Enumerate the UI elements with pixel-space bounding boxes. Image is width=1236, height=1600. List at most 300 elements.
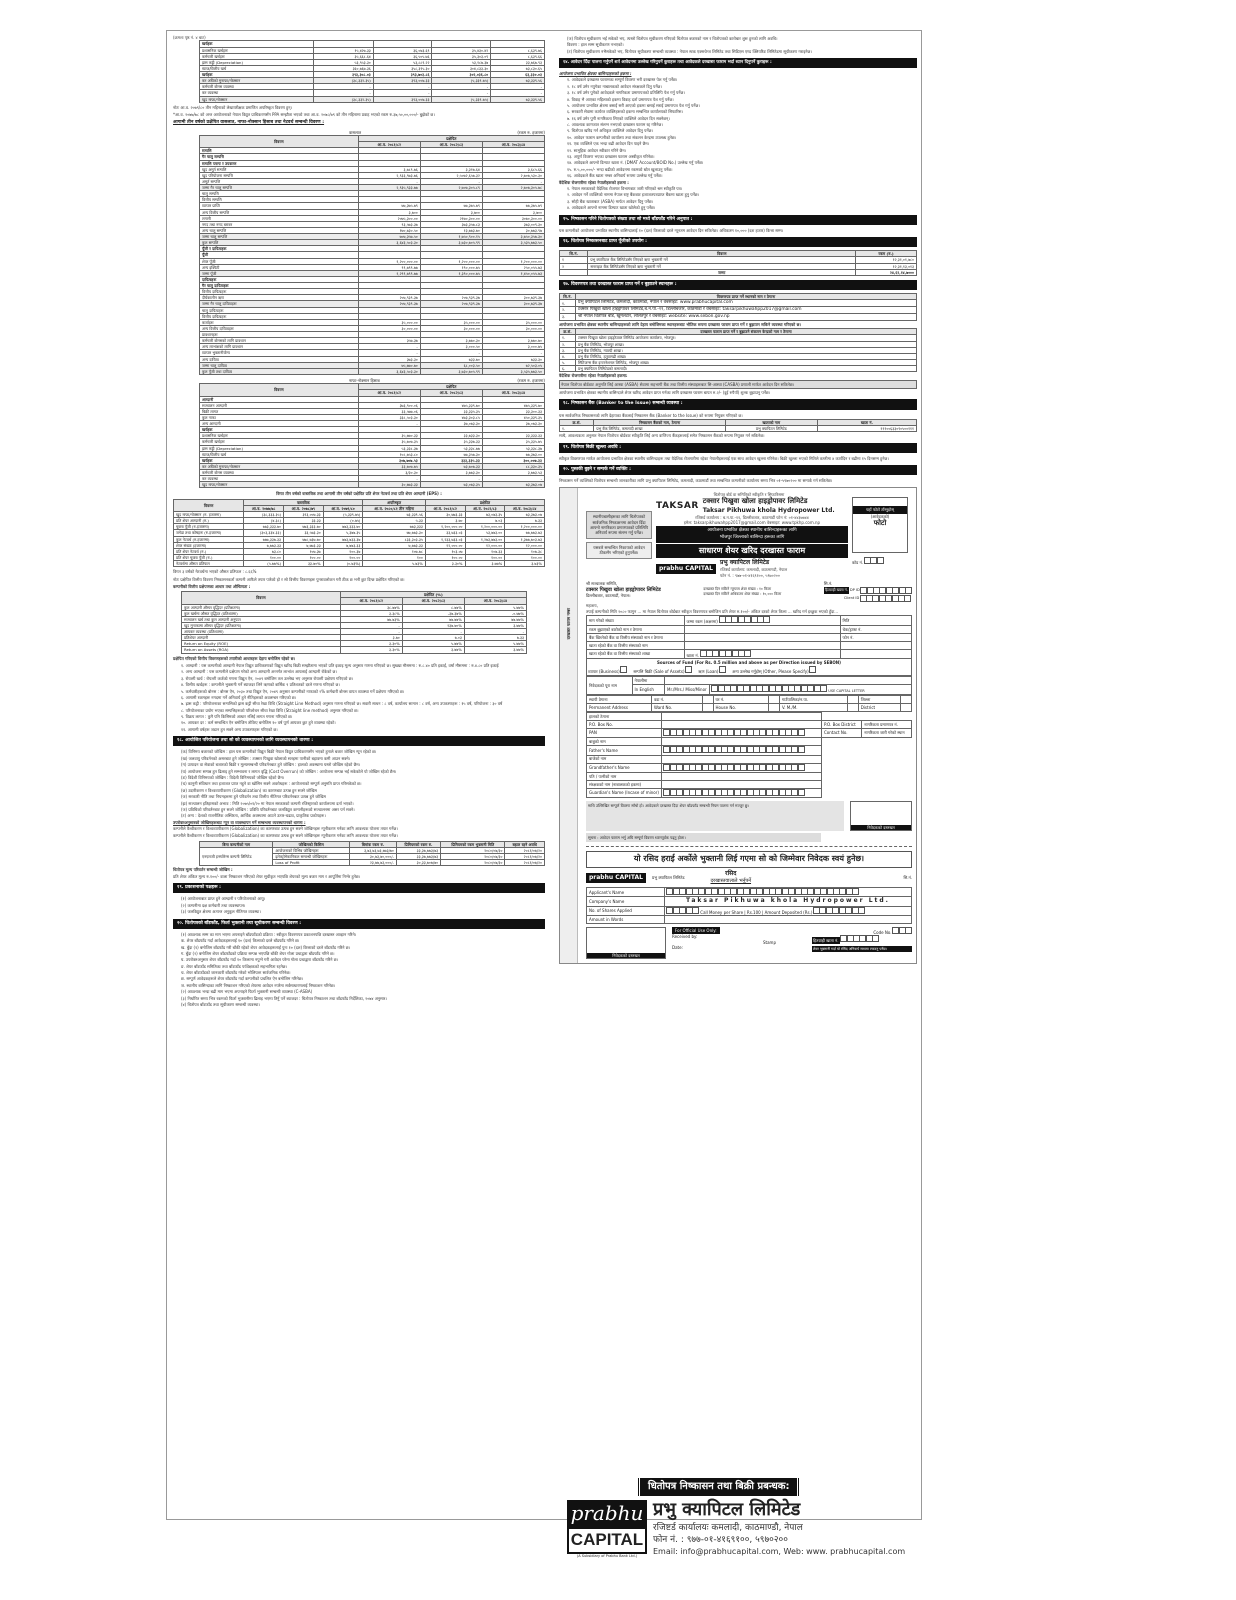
form-left-notice-2: यसबारे सम्बन्धित निकायको आवेदन ठीकसँग भरिएको हुनुपर्नेछ।: [586, 542, 652, 559]
table-row: जम्मा गैर चालु दायित्वहरू २०७,९३९.३७ २०७,९३९.३७ ३००,७३९.३७: [200, 301, 545, 307]
capital-use-table: सि.नं. विवरण रकम (रु.) १ प्रभु क्यापिटल बैंक लिमिटेडसँग लिएको ऋण भुक्तानी गर्ने १२,३१,०१,७८० २ सनराइज बैंक लिमिटेडसँग लिएको ऋण भुक्तानी गर्ने १२,३१,१३,०१३ जम्मा २४,६२,१४,७०००: [559, 250, 917, 276]
pl-history-table: [199, 40, 545, 102]
risk-list: [173, 749, 545, 818]
issuer-email: इमेल: taksarpikhuwahpp2017@gmail.com वेबसाइट: www.tpkhp.com.np: [683, 520, 821, 526]
eps-table: विवरण वास्तविक अपरिष्कृत प्रक्षेपित आ.व. २०७७/७८ आ.व. २०७८/७९ आ.व. २०७९/८० आ.व. २०८०/८१ तीन महिना आ.व. २०८१/८२ आ.व. २०८२/८३ आ.व. २०८३/८४ खुद नाफा/नोक्सान (रु. हजारमा) (३८,३३३.३५) ३९३,००७.३३ (५,३३९.७५) ७३,३३९.५६ ३०,७७३.३३ ७३,०७३.३५ ७३,३७३.०७ प्रति शेयर आम्दानी (रु.) (४.३८) ३३.३३ (०.७५) ५.३३ ३.७० ७.०३ ७.३३ चुक्ता पूँजी (रु.हजारमा) ७७३,३३३.७० ७७३,३३३.७० ७७३,३३३.७० ७७३,३३३ १,२००,०००.०० १,२००,०००.०० १,२००,०००.०० जगेडा तथा कोषहरू (रु.हजारमा) (३०३,३३४.३३) ३३,५७३.३० ५,३७७.३५ ७७,७७३.३० ३३,७३३.०३ ५३,७७३.०० ७७,७७३.७३ कुल नेटवर्थ (रु.हजारमा) ७७७,३३७.३३ ७७८,७३७.७० ७७३,७३३.३७ ८३३,३०३.३५ १,२३३,७३३.०३ १,२७३,७७३.०० १,३७७,७०३.७३ शेयर संख्या (हजारमा) ७,७७३.३३ ७,७७३.३३ ७,७७३.३३ ७,७७३.३३ १२,०००.०० १२,०००.०० १२,०००.०० प्रति शेयर नेटवर्थ (रु.) ७३.८० १०७.३७ १००.३७ १०७.७८ १०३.०७ १०७.३३ १०७.३८ प्रति शेयर चुक्ता पूँजी (रु.) १००.०० १००.०० १००.०० १०० १००.०० १००.०० १००.०० नेटवर्थमा औसत प्रतिफल (५.७७%) ३३.७०% (०.७३%) ५.७३% ३.३०% ३.७७% ३.७३%: [173, 499, 545, 567]
list-item: १०. आवेदन फाराम कम्पनीको कार्यालय तथा संकलन केन्द्रमा उपलब्ध हुनेछ।: [567, 134, 677, 140]
form-top-note: धितोपत्र बोर्ड वा समितिको स्वीकृति र सिफारिसमा: [713, 491, 785, 497]
source-option[interactable]: व्यापार (Business): [588, 666, 627, 674]
table-row: व्यापार प्राप्ति ७७,३७५.७९ ७७,३७५.७९ ७७,३७५.७९: [200, 203, 545, 209]
row-label: जम्मा चालु दायित्व: [200, 362, 359, 368]
demat-label: हितग्राही खाता नं.: [824, 587, 848, 592]
form-row[interactable]: संरक्षकको नाम (नाबालकको हकमा): [587, 780, 912, 788]
list-item: ५. कर्मचारीहरूको बोनस : बोनस ऐन, २०३० तथा विद्युत ऐन, २०४९ अनुसार कम्पनीको नाफाको २% कर्मचारी बोनस वापत व्यवस्था गर्ने प्रक्षेपण गरिएको छ।: [181, 688, 405, 694]
table-row: कुल सम्पत्ति ३,६४३,५०३.३० ३,७३०,७०५.९९ ३,५३५,७७३.५०: [200, 240, 545, 246]
row-label: ह्रास कट्टी (Depreciation): [200, 445, 359, 451]
table-row: कर्मचारी बोनस व्यवस्था - - - -: [200, 84, 545, 90]
bs-unit: (रकम रु. हजारमा): [517, 129, 545, 135]
list-item: ६. सरकारी सेवामा कार्यरत व्यक्तिहरूको हकमा सम्बन्धित कार्यालयको सिफारिस।: [567, 109, 684, 115]
row-label: खुद नाफा/नोक्सान: [200, 96, 314, 102]
list-item: ८. आवश्यक कागजात संलग्न नभएको दरखास्त फाराम रद्द गरिनेछ।: [567, 122, 663, 128]
form-more-table: [586, 712, 912, 799]
table-row: अन्य इक्विटी ९९,७९९.७७ १९०,०००.७५ २५०,०५५.७३: [200, 264, 545, 270]
continuation-note: (क्रमशः पृष्ठ नं. ४ बाट): [173, 35, 206, 40]
section19r-text: स्वीकृत विवरणपत्र मार्फत आयोजना प्रभावित क्षेत्रका स्थानीय बासिन्दाहरू तथा वैदेशिक रोजगारीमा रहेका नेपालीहरूलाई एक साथ आवेदन खुल्ला गरिनेछ। बिक्री खुल्ला भएको मितिले कम्तीमा ४ कार्यदिन र बढीमा १५ दिनसम्म हुनेछ।: [559, 455, 889, 461]
table-row: एनएलजी इन्स्योरेन्स कम्पनी लिमिटेड आयोजनाको विभिन्न जोखिमहरू ३,७३,७३,७३,७७३/७० ३३,३७,७७३/७३ २०८०/०७/३० २०८१/०७/२०: [200, 848, 545, 854]
basis-list: [173, 663, 545, 732]
list-item: क. शेयर बाँडफाँड गर्दा आवेदकहरूलाई १० (दश) कित्ताको दरले बाँडफाँड गरिने छ।: [181, 938, 300, 944]
pl-unit: (रकम रु. हजारमा): [517, 377, 545, 383]
list-item: १. आम्दानी : यस कम्पनीको आम्दानी नेपाल विद्युत प्राधिकरणको विद्युत खरिद बिक्री सम्झौतामा भएको प्रति इकाइ मूल्य अनुसार गणना गरिएको छ। सुख्खा मौसममा : रु.८.४० प्रति इकाई, वर्षा मौसममा : रु.४.८० प्रति इकाई: [181, 662, 499, 668]
manager-address: रजिष्टर्ड कार्यालय: कमलादी, काठमाण्डौ, नेपाल: [720, 567, 788, 573]
prospectus-places-table: सि.नं. विवरणपत्र प्राप्त गर्ने स्थानको नाम र ठेगाना १. प्रभु क्यापिटल लिमिटेड, कमलादी, काठमाडौं, नेपाल र वेबसाइट: www.prabhucapital.com २. टक्सार पिखुवा खोला हाइड्रोपावर लिमिटेड,ब.न.पा.-११, डिल्लीबजार, काठमाडौं र वेबसाइट: taksarpikhuwahpp2017@gmail.com ३. श्री नेपाल धितोपत्र बोर्ड, खुमलटार, ललितपुर र वेबसाइट: website: www.sebon.gov.np: [559, 293, 917, 321]
row-label: जम्मा गैर चालु दायित्वहरू: [200, 301, 359, 307]
section18r-text: यस सार्वजनिक निष्कासनको लागि देहायका बैंकलाई निष्कासन बैंक (Banker to the Issue) को रूपमा नियुक्त गरिएको छ।: [559, 412, 743, 418]
form-salutation: महाशय,: [586, 602, 598, 608]
row-label: सम्पत्ति: [200, 148, 359, 154]
table-row: अन्य वित्तीय सम्पत्ति ३,७०० ३,७०० ३,७००: [200, 209, 545, 215]
list-item: १२. सामूहिक आवेदन स्वीकार गरिने छैन।: [567, 147, 627, 153]
table-row: Return on Assets (ROA) ३.३०% ३.७७% ३.७७%: [182, 647, 527, 653]
section14-subhead2: वैदेशिक रोजगारीमा रहेका नेपालीहरूको हकमा :: [559, 179, 629, 185]
row-label: अन्य आम्दानी: [200, 421, 359, 427]
right-column: [559, 35, 917, 964]
table-row: शेयर संख्या (हजारमा) ७,७७३.३३ ७,७७३.३३ ७,७७३.३३ ७,७७३.३३ १२,०००.०० १२,०००.०० १२,०००.००: [174, 542, 545, 548]
row-label: अमूर्त सम्पत्ति: [200, 178, 359, 184]
list-item: (झ) सञ्चालन इतिहासको अभाव : मिति २०७५/०१/२० मा नेपाल सरकारको कम्पनी रजिस्ट्रारको कार्यालयमा दर्ता भएको।: [181, 800, 354, 806]
form-row[interactable]: बाबुको नाम: [587, 738, 912, 746]
row-label: लगानी: [200, 215, 359, 221]
pl-note-2: *आ.व. २०७७/७८ को अन्त आयोजनाको नेपाल विद्युत प्राधिकरणसँग PPA सम्झौता भएको तथा आ.व. २०७८/७९ को तीन महिनामा प्रवाह भएको रकम रु.३७,५०,००,०००/- बुझेको छ।: [173, 112, 435, 118]
receipt-signature-box[interactable]: निवेदकको दस्तखत: [586, 927, 666, 959]
row-label: जगेडा तथा कोषहरू (रु.हजारमा): [174, 530, 244, 536]
min-apply: दरखास्त दिन सकिने न्यूनतम शेयर संख्या : १० कित्ता: [703, 587, 772, 592]
table-row: ६. प्रभु क्यापिटल लिमिटेडको कमलादी।: [560, 366, 917, 372]
row-label: जम्मा पूँजी: [200, 270, 359, 276]
table-row: कर व्यवस्था - - -: [200, 476, 545, 482]
table-row: चुक्ता पूँजी (रु.हजारमा) ७७३,३३३.७० ७७३,३३३.७० ७७३,३३३.७० ७७३,३३३ १,२००,०००.०० १,२००,०००.०० १,२००,०००.००: [174, 524, 545, 530]
manager-name: प्रभु क्यापिटल लिमिटेड: [720, 559, 770, 567]
risk-section-title: १८. आयोजित परियोजना तथा सो को व्यवस्थापनको लागि व्यवस्थापनको धारणा :: [173, 736, 545, 746]
form-row[interactable]: P.O. Box No. P.O. Box District नागरिकता प्रमाणपत्र नं.: [587, 720, 912, 728]
row-label: वित्तीय सम्पत्ति: [200, 197, 359, 203]
list-item: (२) आवश्यक भन्दा बढी माग भएमा अपनाइने फिर्ता भुक्तानी सम्बन्धी व्यवस्था (C-ASBA): [181, 989, 313, 995]
section20r-text: निष्कासन गर्ने व्यक्तिको धितोपत्र सम्बन्धी जानकारीका लागि प्रभु क्यापिटल लिमिटेड, कमलादी, काठमाडौं तथा सम्बन्धित कम्पनीको कार्यालय समय भित्र ०१-५९७०२०० मा सम्पर्क गर्न सकिनेछ।: [559, 478, 833, 484]
row-label: गैर चालु सम्पत्ति: [200, 154, 359, 160]
row-label: प्रति शेयर आम्दानी (रु.): [174, 518, 244, 524]
table-row: कर्मचारी बोनस व्यवस्था ३/३०.३० ३,७७३.३० ३,७७३.५३: [200, 470, 545, 476]
form-row[interactable]: बाजेको नाम: [587, 755, 912, 763]
table-row: ब्याज/वित्तीय खर्च ३६०,७६७.३६ ३५८,३९५.३० ३०४,८३३.३० ७३,८३०.६५: [200, 65, 545, 71]
prabhu-mini-logo: prabhu CAPITAL: [656, 564, 716, 574]
list-item: ९. धितोपत्र खरिद गर्न अधिकृत व्यक्तिले आवेदन दिनु पर्नेछ।: [567, 128, 653, 134]
table-row: अन्य आम्दानी - ३७,०७३.३० ३७,०७३.३०: [200, 421, 545, 427]
table-row: खुद नाफा/नोक्सान (३८,३३२.३५) ३९३,००७.३३ (५,३३९.७५) ७३,३३९.५६: [200, 96, 545, 102]
row-label: शेयर संख्या (हजारमा): [174, 542, 244, 548]
list-item: (ग) उत्पादन वा सेवाको बजारको बिक्री र मूल्यसम्बन्धी परिवर्तनबाट हुने जोखिम : हालको अवस्थामा यस्तो जोखिम रहेको छैन।: [181, 762, 361, 768]
source-option[interactable]: सम्पत्ति बिक्री (Sale of Assets): [633, 666, 692, 674]
list-item: ४. विवाह भै आएका महिलाको हकमा विवाह दर्ता प्रमाणपत्र पेश गर्नु पर्नेछ।: [567, 96, 674, 102]
table-row: कुल खर्चमा औसत वृद्धिदर (प्रतिशतमा) ३.३८% -३७.३७% -०.७७%: [182, 610, 527, 616]
list-item: विवरण : हाल सम्म सूचीकरण नभएको।: [567, 42, 624, 48]
section20-title: २०. धितोपत्रको बाँडफाँड, फिर्ता भुक्तानी तथा सूचीकरण सम्बन्धी विवरण :: [173, 919, 545, 929]
table-row: Loss of Profit २३,७७,७३,०००/- ३०,३३,७०७/७० २०८०/०७/३० २०८१/०७/२०: [200, 860, 545, 866]
row-label: अन्य चालु सम्पत्ति: [200, 227, 359, 233]
issue-manager-address: रजिष्टर्ड कार्यालयः कमलादी, काठमाण्डौ, नेपाल: [653, 1523, 803, 1534]
signature-box[interactable]: निवेदकको दस्तखत: [850, 801, 912, 831]
to-address: डिल्लीबजार, काठमाडौं, नेपाल।: [586, 593, 631, 599]
foreign-text: आयोजना प्रभावित क्षेत्रका स्थानीय बासिन्दाले शेयर खरिद आवेदन प्राप्त गर्नका लागि दरखास्त फाराम बापत रु.२/- (दुई रुपैयाँ) शुल्क बुझाउनु पर्नेछ।: [559, 390, 771, 395]
row-label: खुद नाफा/नोक्सान: [200, 482, 359, 488]
table-row: खर्चहरू ३९३,३०८.०३ ३९३,७०३.८६ ३०२,०३६.८० ६३,३३०.०३: [200, 72, 545, 78]
table-row: कर्मचारी खर्चहरू ३५,७०७.३५ ३५,३३७.३३ ३५,३३५.७५: [200, 439, 545, 445]
row-label: प्रति शेयर नेटवर्थ (रु.): [174, 548, 244, 554]
row-label: कुल आम्दानी औसत वृद्धिदर (प्रतिशतमा): [182, 604, 341, 610]
form-field-row[interactable]: माग गरेको संख्या जम्मा रकम (अक्षरमा) मिति: [587, 616, 912, 625]
address-row[interactable]: Permanent Address Ward No. House No. V. M./M. District: [587, 703, 912, 711]
insurance-table: बिमा कम्पनीको नाम जोखिमको किसिम बिमांक रकम रु. प्रिमियमको रकम रु. प्रिमियमको रकम भुक्तानी मिति बहाल रहने अवधि एनएलजी इन्स्योरेन्स कम्पनी लिमिटेड आयोजनाको विभिन्न जोखिमहरू ३,७३,७३,७३,७७३/७० ३३,३७,७७३/७३ २०८०/०७/३० २०८१/०७/२० इलेक्ट्रोमेकानिकल सम्बन्धी जोखिमहरू ३०,७३,७०,०००/- ३३,३७,७७३/७३ २०८०/०७/३० २०८१/०७/२० Loss of Profit २३,७७,७३,०००/- ३०,३३,७०७/७० २०८०/०७/३० २०८१/०७/२०: [199, 841, 545, 867]
form-row[interactable]: पति / पत्नीको नाम: [587, 772, 912, 780]
row-label: सञ्चालन आम्दानी: [200, 402, 359, 408]
list-item: ११. आगामी वर्षहरू जडान हुन सक्ने अन्य उपकरणहरू गरिएको छ।: [181, 726, 278, 732]
section20r-title: २०. पुस्तकी बुझ्ने र सम्पर्क गर्ने व्यक्तिः :: [559, 465, 917, 475]
issuer-name-en: Taksar Pikhuwa khola Hydropower Ltd.: [702, 506, 835, 514]
list-item: ७. ह्रास कट्टी : परियोजनाका सम्पत्तिको ह्रास कट्टी सीधा रेखा विधि (Straight Line Method) अनुसार गणना गरिएको छ। सवारी साधन : ८ वर्ष, कार्यालय सामान : ८ वर्ष, अन्य उपकरणहरू : १५ वर्ष, परियोजना : ३० वर्ष: [181, 701, 503, 707]
table-row: प्रशासनिक खर्चहरू ३५,७७०.३३ ३३,७३३.३० ३३,३३३.३३: [200, 433, 545, 439]
table-row: खुद अमूर्त सम्पत्ति ३,७८९.७६ ३,३१७.६४ ३,६८५.६६: [200, 166, 545, 172]
table-row: जम्मा चालु सम्पत्ति ७०७,३५७.५० १,७५०,९००.१५ ३,७५०,३५७.३०: [200, 234, 545, 240]
prabhu-capital-logo: prabhu CAPITAL (A Subsidiary of Prabhu Bank Ltd.): [567, 1500, 647, 1559]
list-item: १. नेपाल सरकारको वैदेशिक रोजगार विभागबाट जारी गरिएको श्रम स्वीकृति पत्र।: [567, 186, 683, 191]
row-label: खुद नाफा/नोक्सान (रु. हजारमा): [174, 512, 244, 518]
table-row: खर्चहरू ३०७,७०७.५३ ३३३,३३५.३३ ३००,००७.३३: [200, 457, 545, 463]
dp-id-cells[interactable]: [861, 587, 912, 594]
list-item: २. अन्य आम्दानी : यस कम्पनीले प्रक्षेपण गरेको अन्य आम्दानी अन्तर्गत लाभांश आयलाई आम्दानी रोकेको छ।: [181, 669, 337, 675]
table-row: २ सनराइज बैंक लिमिटेडसँग लिएको ऋण भुक्तानी गर्ने १२,३१,१३,०१३: [560, 263, 917, 269]
foreign-box: नेपाल धितोपत्र बोर्डबाट अनुमति लिई आस्वा (ASBA) सेवामा सहभागी बैंक तथा वित्तीय संस्थाहरूबाट सि-आस्वा (CASBA) प्रणाली मार्फत आवेदन दिन सकिनेछ।: [559, 380, 917, 389]
row-label: सञ्चालन खर्च तथा कुल आम्दानी अनुपात: [182, 616, 341, 622]
section17-title: १७. विवरणपत्र तथा दरखास्त फाराम प्राप्त गर्ने र बुझाउने स्थानहरू :: [559, 280, 917, 290]
row-label: कुल पूँजी तथा दायित्व: [200, 368, 359, 374]
form-row[interactable]: Grandfather's Name: [587, 763, 912, 772]
row-label: पूँजी र दायित्वहरू: [200, 246, 359, 252]
row-label: बिक्री लागत: [200, 408, 359, 414]
form-target-banner: आयोजना प्रभावित क्षेत्रका स्थानीय बासिन्दाहरूका लागि भोजपुर जिल्लाको बासिन्दा हरूका लागि: [656, 526, 848, 542]
client-id-cells[interactable]: [860, 595, 911, 602]
sources-title: Sources of Fund (For Rs. 0.5 million and above as per Direction issued by SEBON): [657, 660, 841, 666]
issue-manager-footer: [567, 1478, 917, 1558]
table-row: नेटवर्थमा औसत प्रतिफल (५.७७%) ३३.७०% (०.७३%) ५.७३% ३.३०% ३.७७% ३.७३%: [174, 561, 545, 567]
receipt-date: Date:: [672, 945, 683, 951]
row-label: वित्तीय दायित्वहरू: [200, 313, 359, 319]
table-row: कर व्यवस्था - - - -: [200, 90, 545, 96]
table-row: ब्याज/वित्तीय खर्च १०८,७५३.८० ७७,३५७.३० ७७,३७३.००: [200, 451, 545, 457]
table-row: कर्मचारी बोनसको लागि प्रावधान ३५७.३७ ३,७७०.३० ३,७७०.७०: [200, 338, 545, 344]
collection-heading: आयोजना प्रभावित क्षेत्रका स्थानीय बासिन्दाहरूको लागि देहाय बमोजिमका स्थानहरूबाट भौतिक रूपमा दरखास्त फाराम प्राप्त गर्ने र बुझाउन सकिने व्यवस्था गरिएको छ।: [559, 321, 801, 327]
row-label: कर्मचारी खर्चहरू: [200, 439, 359, 445]
foreign-heading: वैदेशिक रोजगारीमा रहेका नेपालीहरूको हकमा:: [559, 373, 628, 379]
form-row[interactable]: हालको ठेगाना: [587, 712, 912, 720]
form-row[interactable]: Guardian's Name (Incase of minor): [587, 788, 912, 797]
list-item: घ. उपरोक्तअनुसार शेयर बाँडफाँड गर्दा १० कित्तामा नपुग्ने गरी आवेदन परेमा गोला प्रथाद्वारा बाँडफाँड गरिने छ।: [181, 957, 339, 963]
section15-title: १५. निष्कासन गरिने धितोपत्रको संख्या तथा सो मध्ये बाँडफाँड गरिने अनुपात :: [559, 215, 917, 225]
table-row: व्यापार भुक्तानीयोग्य - - -: [200, 350, 545, 356]
list-item: (ञ) धितोपत्र सूचीकरण भई सकेको भए, त्यस्तो धितोपत्र सूचीकरण गरिएको धितोपत्र बजारको नाम र धितोपत्रको कारोबार शुरू हुनको लागि अवधि।: [567, 36, 778, 41]
list-item: (२) कम्पनीमा दक्ष कर्मचारी तथा व्यवस्थापन।: [181, 902, 246, 908]
table-row: ४. प्रभु बैंक लिमिटेड, हतुवागढी शाखा।: [560, 353, 917, 359]
row-label: Return on Assets (ROA): [182, 647, 341, 653]
table-row: कुल पूँजी तथा दायित्व ३,६४३,५०३.३० ३,७३०,७०५.९९ ३,५३५,७७३.५०: [200, 368, 545, 374]
source-option[interactable]: ऋण (Loan): [698, 666, 726, 674]
row-label: नेटवर्थमा औसत प्रतिफल: [174, 561, 244, 567]
row-label: कर अघिको मुनाफा/नोक्सान: [200, 463, 359, 469]
balance-sheet-table: विवरण प्रक्षेपित आ.व. २०८१/८२ आ.व. २०८२/८३ आ.व. २०८३/८४ सम्पत्ति गैर चालु सम्पत्ति सम्पत्ति प्लान्ट र उपकरण खुद अमूर्त सम्पत्ति ३,७८९.७६ ३,३१७.६४ ३,६८५.६६ खुद परियोजना सम्पत्ति २,९३३,९७३.७६ २,५०७२,६५७.३२ २,७०७,५३०.३० अमूर्त सम्पत्ति - - - जम्मा गैर चालु सम्पत्ति २,९३५,९३३.७७ २,७०७,३०५.८९ २,७०७,३०५.७८ चालु सम्पत्ति वित्तीय सम्पत्ति व्यापार प्राप्ति ७७,३७५.७९ ७७,३७५.७९ ७७,३७५.७९ अन्य वित्तीय सम्पत्ति ३,७०० ३,७०० ३,७०० लगानी २०७५,३००.०० २१७०,३००.०० ३०७०,३००.०० नगद तथा नगद बराबर ९३,५७३.३७ ३७३,३५७.८३ ३७३,००९.३० अन्य चालु सम्पत्ति १७०,७३०.५० १३,७७३.७० ३०,७७३.९७ जम्मा चालु सम्पत्ति ७०७,३५७.५० १,७५०,९००.१५ ३,७५०,३५७.३० कुल सम्पत्ति ३,६४३,५०३.३० ३,७३०,७०५.९९ ३,५३५,७७३.५० पूँजी र दायित्वहरू पूँजी शेयर पूँजी १,२००,०००.०० १,२००,०००.०० १,२००,०००.०० अन्य इक्विटी ९९,७९९.७७ १९०,०००.७५ २५०,०५५.७३ जम्मा पूँजी १,२९९,७९९.७७ १,३९०,०००.७५ १,४५०,०५५.७३ दायित्वहरू गैर चालु दायित्वहरू वित्तीय दायित्वहरू दीर्घकालीन ऋण २०७,९३९.३७ २०७,९३९.३७ ३००,७३९.३७ जम्मा गैर चालु दायित्वहरू २०७,९३९.३७ २०७,९३९.३७ ३००,७३९.३७ चालु दायित्वहरू वित्तीय दायित्वहरू कर्जाहरू ३५,०००.०० ३५,०००.०० ३५,०००.०० अन्य वित्तीय दायित्वहरू ३०,०००.०० ३०,०००.०० ३०,०००.०० प्रावधानहरू कर्मचारी बोनसको लागि प्रावधान ३५७.३७ ३,७७०.३० ३,७७०.७० अन्य लाभांशको लागि प्रावधान - ३,०००.५० ३,०००.७५ व्यापार भुक्तानीयोग्य - - - अन्य दायित्व ३७३.३० ७३३.७० ७३३.३० जम्मा चालु दायित्व ७५,७७०.७० ६८,००३.५० ७२,५०३.०५ कुल पूँजी तथा दायित्व ३,६४३,५०३.३० ३,७३०,७०५.९९ ३,५३५,७७३.५०: [199, 135, 545, 375]
section18r-after: साथै, आवश्यकता अनुसार नेपाल धितोपत्र बोर्डबाट स्वीकृति लिई अन्य वाणिज्य बैंकहरूलाई समेत निष्कासन बैंकको रूपमा नियुक्त गर्न सकिनेछ।: [559, 433, 765, 439]
row-label: कर अघिको मुनाफा/नोक्सान: [200, 78, 314, 84]
table-row: खुद परियोजना सम्पत्ति २,९३३,९७३.७६ २,५०७२,६५७.३२ २,७०७,५३०.३०: [200, 172, 545, 178]
row-label: कुल सम्पत्ति: [200, 240, 359, 246]
manager-phone: फोन नं. : ९७७-०१-४१६९१००, ५९७०२००: [720, 572, 780, 578]
table-row: ३. श्री नेपाल धितोपत्र बोर्ड, खुमलटार, ललितपुर र वेबसाइट: website: www.sebon.gov.np: [560, 314, 917, 321]
row-label: खर्चहरू: [200, 41, 314, 47]
form-field-row[interactable]: बैंक खिच्नेको बैंक वा वित्तीय संस्थाको नाम र ठेगाना फोन नं.: [587, 633, 912, 641]
row-label: कर्मचारी बोनस व्यवस्था: [200, 84, 314, 90]
to-label: श्री सञ्चालक समिति,: [586, 581, 618, 587]
receipt-note: शेयर भुक्तानी गर्दा यो रसिद अनिवार्य साथमा ल्याउनु पर्नेछ।: [812, 946, 912, 953]
row-label: खर्चहरू: [200, 457, 359, 463]
address-row[interactable]: स्थायी ठेगाना वडा नं. घर नं. गाउँपालिका/न.पा. जिल्ला: [587, 695, 912, 703]
form-field-row[interactable]: रकम बुझाएको बाटोको नाम र ठेगाना चेक/ड्राफ्ट नं.: [587, 625, 912, 633]
form-field-row[interactable]: खाता रहेको बैंक वा वित्तीय संस्थाको नाम: [587, 641, 912, 649]
form-left-notice: स्थानीयबासीहरूका लागि धितोपत्रको सार्वजनिक निष्काशनमा आवेदन दिँदा आफ्नो नागरिकता प्रमाणपत्रको प्रतिलिपि अनिवार्य रूपमा संलग्न गर्नु पर्नेछ।: [586, 511, 652, 539]
form-row[interactable]: Father's Name: [587, 746, 912, 755]
list-item: ७. १६ वर्ष उमेर पुगी नागरिकता लिएको व्यक्तिले आवेदन दिन सक्नेछन्।: [567, 115, 670, 121]
table-row: ५. सिटिजन्स बैंक इन्टरनेशनल लिमिटेड, भोजपुर शाखा।: [560, 359, 917, 365]
row-label: अन्य लाभांशको लागि प्रावधान: [200, 344, 359, 350]
list-item: ग. बुँदा (२) बमोजिम शेयर बाँडफाँडको प्रक्रिया सम्पन्न भएपछि बाँकी शेयर गोला प्रथाद्वारा बाँडफाँड गरिने छ।: [181, 950, 335, 956]
issue-manager-phone: फोन नं. : ९७७-०१-४१६९१००, ५९७०२००: [653, 1535, 788, 1546]
table-row: ह्रास कट्टी (Depreciation) ५३,९५३.३० ५३,८८९.२२ ५३,१८७.३७ ३३,७६७.९३: [200, 59, 545, 65]
list-item: (ट) अन्य : देशको राजनीतिक अस्थिरता, आर्थिक अवस्थामा आउने उतार-चढाव, प्राकृतिक प्रकोपहरू।: [181, 813, 326, 819]
list-item: (४) धितोपत्र बाँडफाँड तथा सूचीकरण सम्बन्धी व्यवस्था।: [181, 1002, 260, 1008]
list-item: ३. रोयल्टी खर्च : रोयल्टी कर्जको गणना विद्युत ऐन, २०४९ बमोजिम तल उल्लेख भए अनुसार रोयल्टी प्रक्षेपण गरिएको छ।: [181, 675, 354, 681]
listing-info: [559, 36, 917, 54]
table-row: अमूर्त सम्पत्ति - - -: [200, 178, 545, 184]
row-label: कर्जाहरू: [200, 319, 359, 325]
table-row: कुल नेटवर्थ (रु.हजारमा) ७७७,३३७.३३ ७७८,७३७.७० ७७३,७३३.३७ ८३३,३०३.३५ १,२३३,७३३.०३ १,२७३,७७३.०० १,३७७,७०३.७३: [174, 536, 545, 542]
issuer-name-np: टक्सार पिखुवा खोला हाइड्रोपावर लिमिटेड: [702, 497, 808, 506]
official-use-label: For Official Use Only:: [672, 927, 720, 934]
list-item: १. आवेदकले दरखास्त फारामका सम्पूर्ण विवरण भरी दरखास्त पेश गर्नु पर्नेछ।: [567, 77, 678, 83]
row-label: कर्मचारी बोनस व्यवस्था: [200, 470, 359, 476]
row-label: अन्य वित्तीय दायित्वहरू: [200, 325, 359, 331]
row-label: कुल नेटवर्थ (रु.हजारमा): [174, 536, 244, 542]
row-label: खुद परियोजना सम्पत्ति: [200, 172, 359, 178]
mitigation-text-2: कम्पनीले वैश्वीकरण र विश्वव्यापीकरण (Globalization) का कारणबाट उत्पन्न हुन सक्ने जोखिमहरू न्यूनीकरण गर्नका लागि आवश्यक योजना तयार गर्नेछ।: [173, 832, 398, 838]
row-label: प्रशासनिक खर्चहरू: [200, 47, 314, 53]
list-item: १४. आवेदकले आफ्नो डिम्याट खाता नं. (DMAT Account/BOID No.) उल्लेख गर्नु पर्नेछ।: [567, 160, 704, 166]
list-item: ४. आवेदकले आफ्नो नाममा डिम्याट खाता खोलेको हुनु पर्नेछ।: [567, 205, 656, 211]
section19r-title: १९. धितोपत्र बिक्री खुल्ला अवधि :: [559, 443, 917, 453]
list-item: २. १८ वर्ष उमेर नपुगेका नाबालकको आवेदन संरक्षकले दिनु पर्नेछ।: [567, 83, 662, 89]
section20-list: [173, 932, 545, 1008]
table-row: शेयर पूँजी १,२००,०००.०० १,२००,०००.०० १,२००,०००.००: [200, 258, 545, 264]
table-row: १. प्रभु क्यापिटल लिमिटेड, कमलादी, काठमाडौं, नेपाल र वेबसाइट: www.prabhucapital.com: [560, 300, 917, 307]
table-row: जम्मा चालु दायित्व ७५,७७०.७० ६८,००३.५० ७२,५०३.०५: [200, 362, 545, 368]
section15-text: यस कम्पनीको आयोजना प्रभावित स्थानीय बासिन्दालाई १० (दश) कित्ताको दरले न्यूनतम आवेदन दिन सकिनेछ। अधिकतम १०,००० (दश हजार) कित्ता सम्म।: [559, 227, 784, 233]
section19-title: १९. प्रकाशनाको पक्षहरू :: [173, 883, 545, 893]
table-row: नगद तथा नगद बराबर ९३,५७३.३७ ३७३,३५७.८३ ३७३,००९.३०: [200, 221, 545, 227]
form-fields-table: [586, 615, 912, 659]
row-label: प्रावधानहरू: [200, 332, 359, 338]
issuer-address: रजिष्टर्ड कार्यालय : ब.न.पा.-११, डिल्लीबजार, काठमाडौं फोन नं: ०१-४४३७७४४: [695, 514, 809, 520]
list-item: ज. स्थानीय बासिन्दाका लागि निष्काशन गरिएको शेयरमा आवेदन नपरेमा सर्वसाधारणलाई निष्काशन गरिनेछ।: [181, 982, 336, 988]
declaration: माथि उल्लिखित सम्पूर्ण विवरण साँचो हो। आवेदकले दरखास्त दिंदा शेयर बाँडफाँड सम्बन्धी नियम पालना गर्न मञ्जुर छु।: [586, 801, 844, 831]
ratio-title: कम्पनीको वित्तीय प्रक्षेपणका आधार तथा औचित्यता :: [173, 583, 251, 589]
table-row: खुद नाफा/नोक्सान (रु. हजारमा) (३८,३३३.३५) ३९३,००७.३३ (५,३३९.७५) ७३,३३९.५६ ३०,७७३.३३ ७३,०७३.३५ ७३,३७३.०७: [174, 512, 545, 518]
list-item: ङ. शेयर बाँडफाँड समितिका तथा बाँडफाँड पर्यवेक्षकको सहभागिता रहनेछ।: [181, 963, 287, 969]
table-row: प्रति शेयर चुक्ता पूँजी (रु.) १००.०० १००.०० १००.०० १०० १००.०० १००.०० १००.००: [174, 554, 545, 560]
table-row: इलेक्ट्रोमेकानिकल सम्बन्धी जोखिमहरू ३०,७३,७०,०००/- ३३,३७,७७३/७३ २०८०/०७/३० २०८१/०७/२०: [200, 854, 545, 860]
section14-list-2: [559, 186, 917, 211]
list-item: ४. वित्तीय खर्चहरू : कम्पनीले भुक्तानी गर्ने ब्याजदर लिने ऋणको बार्षिक ९ प्रतिशतको दरले गणना गरिएको छ।: [181, 682, 340, 688]
tear-line: [586, 846, 912, 847]
list-item: ६. आगामी रकमहरू नगदमा गर्ने अनिवार्य हुने नीतिहरूको अवलम्बन गरिएको छ।: [181, 694, 297, 700]
issue-manager-name: प्रभु क्यापिटल लिमिटेड: [653, 1499, 801, 1520]
list-item: (ज) सरकारी नीति तथा नियमहरूमा हुने परिवर्तन तथा वित्तीय नीतिगत परिवर्तनबाट उत्पन्न हुने जोखिम: [181, 794, 326, 800]
row-label: प्रतिशेयर आम्दानी: [182, 635, 341, 641]
list-item: (३) निर्धारित समय भित्र रकमको फिर्ता भुक्तानीमा ढिलाइ भएमा तिर्नु पर्ने ब्याजदर : धितोपत्र निष्काशन तथा बाँडफाँड निर्देशिका, २०७४ अनुसार।: [181, 995, 387, 1001]
projection-title: आगामी तीन वर्षको प्रक्षेपित वासलात, नाफा-नोक्सान हिसाब तथा नेटवर्थ सम्बन्धी विवरण :: [173, 120, 325, 126]
table-row: कर अघिको मुनाफा/नोक्सान (३८,३३२.३५) ३९३,००७.३३ (५,३३९.७५) ७३,३३९.५६: [200, 78, 545, 84]
section18r-title: १८. निष्कासन बैंक (Banker to the Issue) सम्बन्धी व्यवस्था :: [559, 399, 917, 409]
pl-caption: नाफा-नोक्सान हिसाब: [349, 377, 380, 383]
row-label: व्यापार प्राप्ति: [200, 203, 359, 209]
row-label: नगद तथा नगद बराबर: [200, 221, 359, 227]
table-row: अन्य दायित्व ३७३.३० ७३३.७० ७३३.३०: [200, 356, 545, 362]
row-label: कर्मचारी खर्चहरू: [200, 53, 314, 59]
mitigation-heading: उपरोक्तअनुसारको जोखिमहरूबाट न्यून वा व्यवस्थापन गर्ने सम्बन्धमा व्यवस्थापनको धारणा :: [173, 819, 306, 825]
eps-note: नोटः प्रक्षेपित वित्तीय विवरण निष्कासनकर्ता कम्पनी आफैले तयार पारेको हो र सो वित्तीय विवरणहरू पुनरावलोकन गरी ठीक छ भनी छुट दिन्छ प्रक्षेपित गरिएको छ।: [173, 576, 405, 582]
table-row: कुल आम्दानी औसत वृद्धिदर (प्रतिशतमा) ३८.७७% ८.७७% ५.७७%: [182, 604, 527, 610]
banker-table: क्र.सं. निष्कासन बैंकको नाम, ठेगाना खाताको नाम खाता नं. १. प्रभु बैंक लिमिटेड, कमलादी शाखा प्रभु क्यापिटल लिमिटेड १११००६३३०९०५००१११: [559, 419, 917, 432]
row-label: गैर चालु दायित्वहरू: [200, 283, 359, 289]
row-label: खुद अमूर्त सम्पत्ति: [200, 166, 359, 172]
row-label: अन्य वित्तीय सम्पत्ति: [200, 209, 359, 215]
eps-title: विगत तीन वर्षको वास्तविक तथा आगामी तीन वर्षको प्रक्षेपित प्रति शेयर नेटवर्थ तथा प्रति शेयर आम्दानी (EPS) :: [276, 491, 442, 497]
code-cells[interactable]: [864, 557, 883, 564]
row-label: आम्दानी: [200, 396, 359, 402]
table-row: प्रशासनिक खर्चहरू १५,४२७.३३ ३६,०७३.६९ ३५,४३०.४२ ८,६३९.७६: [200, 47, 545, 53]
list-item: २. आवेदन गर्ने व्यक्तिको नाममा नेपाल राष्ट्र बैंकबाट इजाजतपत्रप्राप्त बैंकमा खाता हुनु पर्नेछ।: [567, 192, 700, 198]
list-item: (क) विनिमय बजारको जोखिम : हाल यस कम्पनीको विद्युत बिक्री नेपाल विद्युत प्राधिकरणसँग भएको हुनाले बजार जोखिम न्यून रहेको छ।: [181, 749, 377, 755]
table-row: खुद मुनाफामा औसत वृद्धिदर (प्रतिशतमा) - १३७.७०% ३.७७%: [182, 622, 527, 628]
row-label: कर्मचारी बोनसको लागि प्रावधान: [200, 338, 359, 344]
pl-projection-table: विवरण प्रक्षेपित आ.व. २०८१/८२ आ.व. २०८२/८३ आ.व. २०८३/८४ आम्दानी सञ्चालन आम्दानी ३७३,९००.०६ ४७५,३३९.७० ४७५,३३९.७० बिक्री लागत ३३,५७७.०६ ३३,३३५.३५ ३३,३००.३३ कुल नाफा ३३८,५०३.३० ४७३,३०३.८५ ४५०,३३९.३५ अन्य आम्दानी - ३७,०७३.३० ३७,०७३.३० खर्चहरू प्रशासनिक खर्चहरू ३५,७७०.३३ ३३,७३३.३० ३३,३३३.३३ कर्मचारी खर्चहरू ३५,७०७.३५ ३५,३३७.३३ ३५,३३५.७५ ह्रास कट्टी (Depreciation) ५३,३३८.३७ ५३,३३८.७७ ५३,३३८.३७ ब्याज/वित्तीय खर्च १०८,७५३.८० ७७,३५७.३० ७७,३७३.०० खर्चहरू ३०७,७०७.५३ ३३३,३३५.३३ ३००,००७.३३ कर अघिको मुनाफा/नोक्सान ३३,७०७.७५ ७३,७०७.३३ ८८,३३०.३५ कर्मचारी बोनस व्यवस्था ३/३०.३० ३,७७३.३० ३,७७३.५३ कर व्यवस्था - - - खुद नाफा/नोक्सान ३०,७७३.३३ ७३,०७३.३५ ७३,३७३.०७: [199, 383, 545, 488]
row-label: ब्याज/वित्तीय खर्च: [200, 65, 314, 71]
row-label: कुल नाफा: [200, 414, 359, 420]
list-item: १०. आयकर दर : कर्म सम्बन्धित ऐन बमोजिम तोकिए बमोजिम १० वर्ष पूर्ण आयकर छुट हुने व्यवस्था रहेको।: [181, 720, 336, 726]
receipt-prabhu-logo: prabhu CAPITAL: [586, 873, 646, 883]
ratio-table: विवरण प्रक्षेपित (%) आ.व. २०८१/८२ आ.व. २०८२/८३ आ.व. २०८३/८४ कुल आम्दानी औसत वृद्धिदर (प्रतिशतमा) ३८.७७% ८.७७% ५.७७% कुल खर्चमा औसत वृद्धिदर (प्रतिशतमा) ३.३८% -३७.३७% -०.७७% सञ्चालन खर्च तथा कुल आम्दानी अनुपात ७७.७३% ७७.७७% ७७.७७% खुद मुनाफामा औसत वृद्धिदर (प्रतिशतमा) - १३७.७०% ३.७७% आयकर व्यवस्था (प्रतिशतमा) - - - प्रतिशेयर आम्दानी ३.७० ७.०३ ७.३३ Return on Equity (ROE) ३.३०% ५.७७% ५.७७% Return on Assets (ROA) ३.३०% ३.७७% ३.७७%: [181, 591, 527, 653]
list-item: च. शेयर बाँडफाँडको जानकारी बाँडफाँड गरेको भोलिपल्ट सार्वजनिक गरिनेछ।: [181, 970, 291, 976]
row-label: ब्याज/वित्तीय खर्च: [200, 451, 359, 457]
table-row: प्रतिशेयर आम्दानी ३.७० ७.०३ ७.३३: [182, 635, 527, 641]
form-field-row[interactable]: खाता रहेको बैंक वा वित्तीय संस्थाको शाखा खाता नं.: [587, 649, 912, 658]
form-name-table: निवेदकको पूरा नाम नेपालीमा In English Mr./Mrs./ Miss/Minor USE CAPITAL LETTER: [586, 676, 912, 695]
table-row: प्रति शेयर नेटवर्थ (रु.) ७३.८० १०७.३७ १००.३७ १०७.७८ १०३.०७ १०७.३३ १०७.३८: [174, 548, 545, 554]
table-row: लगानी २०७५,३००.०० २१७०,३००.०० ३०७०,३००.००: [200, 215, 545, 221]
to-company: टक्सार पिखुवा खोला हाइड्रोपावर लिमिटेड: [586, 586, 661, 593]
list-item: (३) जलविद्युत क्षेत्रमा अत्यन्त अनुकूल नीतिगत व्यवस्था।: [181, 909, 261, 915]
table-row: Return on Equity (ROE) ३.३०% ५.७७% ५.७७%: [182, 641, 527, 647]
form-row[interactable]: PAN Contact No. नागरिकता जारी गरेको स्थान: [587, 728, 912, 737]
list-item: १६. आवेदकले बैंक खाता नम्बर अनिवार्य रूपमा उल्लेख गर्नु पर्नेछ।: [567, 173, 663, 179]
section14-title: १४. आवेदन दिँदा पालना गर्नुपर्ने शर्त आवेदनमा उल्लेख गरिनुपर्ने कुराहरू तथा आवेदकले दरखास्त फाराम भर्दा ध्यान दिनुपर्ने कुराहरू :: [559, 58, 917, 68]
table-row: १. टक्सार पिखुवा खोला हाइड्रोपावर लिमिटेड आयोजना कार्यालय, भोजपुर।: [560, 335, 917, 341]
receipt-table: Applicant's Name Company's Name Taksar Pikhuwa khola Hydropower Ltd. No. of Shares Applied Call Money per Share | Rs.100 | Amount Deposited (Rs.) Amount in Words: [586, 887, 912, 924]
row-label: दीर्घकालीन ऋण: [200, 295, 359, 301]
source-option[interactable]: अन्य उल्लेख गर्नुहोस् (Other, Please Specify): [732, 666, 816, 674]
row-label: दायित्वहरू: [200, 276, 359, 282]
section14-list: [559, 77, 917, 178]
row-label: चालु दायित्वहरू: [200, 307, 359, 313]
row-label: कर व्यवस्था: [200, 90, 314, 96]
table-row: दीर्घकालीन ऋण २०७,९३९.३७ २०७,९३९.३७ ३००,७३९.३७: [200, 295, 545, 301]
mitigation-text: कम्पनीले वैश्वीकरण र विश्वव्यापीकरण (Globalization) का कारणबाट उत्पन्न हुन सक्ने जोखिमहरू न्यूनीकरण गर्नका लागि आवश्यक योजना तयार गर्नेछ।: [173, 826, 398, 832]
table-row: ह्रास कट्टी (Depreciation) ५३,३३८.३७ ५३,३३८.७७ ५३,३३८.३७: [200, 445, 545, 451]
row-label: प्रति शेयर चुक्ता पूँजी (रु.): [174, 554, 244, 560]
row-label: खर्चहरू: [200, 72, 314, 78]
list-item: ख. बुँदा (१) बमोजिम बाँडफाँड गरी बाँकी रहेको शेयर आवेदकहरूलाई पुनः १० (दश) कित्ताको दरले बाँडफाँड गरिने छ।: [181, 944, 351, 950]
row-label: चुक्ता पूँजी (रु.हजारमा): [174, 524, 244, 530]
list-item: ५. आयोजना प्रभावित क्षेत्रमा बसाईं सरी आएको हकमा बसाई सराई प्रमाणपत्र पेश गर्नु पर्नेछ।: [567, 102, 700, 108]
issue-manager-email-web[interactable]: Email: info@prabhucapital.com, Web: www. prabhucapital.com: [653, 1546, 906, 1556]
bs-caption: वासलात: [349, 129, 361, 135]
table-row: कर्जाहरू ३५,०००.०० ३५,०००.०० ३५,०००.००: [200, 319, 545, 325]
table-row: बिक्री लागत ३३,५७७.०६ ३३,३३५.३५ ३३,३००.३३: [200, 408, 545, 414]
table-row: २. प्रभु बैंक लिमिटेड, भोजपुर शाखा।: [560, 341, 917, 347]
table-row: कर अघिको मुनाफा/नोक्सान ३३,७०७.७५ ७३,७०७.३३ ८८,३३०.३५: [200, 463, 545, 469]
code-label: कोड नं.: [852, 560, 864, 566]
basis-heading: प्रक्षेपित गरिएको वित्तीय विवरणहरूको तयारीको आधारहरू देहाय बमोजिम रहेको छ।: [173, 655, 296, 661]
list-item: (ङ) विदेशी विनिमयको जोखिम : विदेशी विनिमयको जोखिम रहेको छैन।: [181, 775, 285, 781]
price-risk-head: धितोपत्र मूल्य परिवर्तन सम्बन्धी जोखिम :: [173, 867, 233, 873]
photo-box: यहाँ फोटो टाँस्नुहोस् (आवेदकको) फोटो: [852, 497, 908, 553]
list-item: ८. परियोजनाका प्रयोग भएका सम्पत्तिहरूको परिशोधन सीधा रेखा विधि (Straight line method) अनुसार गरिएको छ।: [181, 707, 359, 713]
price-risk-text: प्रति शेयर अंकित मूल्य रु.१००/- वाला निष्काशन गरिएको शेयर सूचीकृत भएपछि शेयरको मूल्य बजार माग र आपूर्तिमा निर्भर हुनेछ।: [173, 873, 361, 879]
list-item: ३. १८ वर्ष उमेर पुगेको आवेदकले नागरिकता प्रमाणपत्रको प्रतिलिपि पेश गर्नु पर्नेछ।: [567, 90, 685, 96]
received-by: Received by:: [672, 934, 698, 940]
table-row: अन्य लाभांशको लागि प्रावधान - ३,०००.५० ३,०००.७५: [200, 344, 545, 350]
table-row: आयकर व्यवस्था (प्रतिशतमा) - - -: [182, 629, 527, 635]
row-label: ह्रास कट्टी (Depreciation): [200, 59, 314, 65]
newspaper-page: [166, 30, 922, 1558]
collection-centres-table: क्र.सं. दरखास्त फाराम प्राप्त गर्ने र बुझाउने संकलन केन्द्रको नाम र ठेगाना १. टक्सार पिखुवा खोला हाइड्रोपावर लिमिटेड आयोजना कार्यालय, भोजपुर। २. प्रभु बैंक लिमिटेड, भोजपुर शाखा। ३. प्रभु बैंक लिमिटेड, ग्याल्दी शाखा। ४. प्रभु बैंक लिमिटेड, हतुवागढी शाखा। ५. सिटिजन्स बैंक इन्टरनेशनल लिमिटेड, भोजपुर शाखा। ६. प्रभु क्यापिटल लिमिटेडको कमलादी।: [559, 328, 917, 372]
table-row: प्रति शेयर आम्दानी (रु.) (४.३८) ३३.३३ (०.७५) ५.३३ ३.७० ७.०३ ७.३३: [174, 518, 545, 524]
list-item: (घ) आयोजना सम्पन्न हुन ढिलाइ हुने सम्भावना र लागत वृद्धि (Cost Overrun) को जोखिम : आयोजना सम्पन्न भई सकेकोले यो जोखिम रहेको छैन।: [181, 768, 397, 774]
list-item: ११. एक व्यक्तिले एक भन्दा बढी आवेदन दिन पाइने छैन।: [567, 141, 650, 147]
table-row: ३. प्रभु बैंक लिमिटेड, ग्याल्दी शाखा।: [560, 347, 917, 353]
form-body: तपाईं कम्पनीको मिति २०८० फागुन ... मा नेपाल धितोपत्र बोर्डबाट स्वीकृत विवरणपत्र बमोजिम प्रति शेयर रु.१००/- अंकित दरको शेयर कित्ता ... खरिद गर्न इच्छुक भएको हुँदा...: [586, 609, 839, 615]
row-label: सम्पत्ति प्लान्ट र उपकरण: [200, 160, 359, 166]
list-item: छ. सम्पूर्ण आवेदकहरूले शेयर बाँडफाँड गर्दा कम्पनीको प्रचलित ऐन बमोजिम गरिनेछ।: [181, 976, 304, 982]
form-title: साधारण शेयर खरिद दरखास्त फाराम: [656, 544, 848, 559]
issue-manager-tag: धितोपत्र निष्कासन तथा बिक्री प्रबन्धक:: [637, 1478, 800, 1496]
section16-title: १६. धितोपत्र निष्कासनबाट प्राप्त पूँजीको उपयोग :: [559, 237, 917, 247]
row-label: Return on Equity (ROE): [182, 641, 341, 647]
sources-options: [588, 666, 910, 674]
